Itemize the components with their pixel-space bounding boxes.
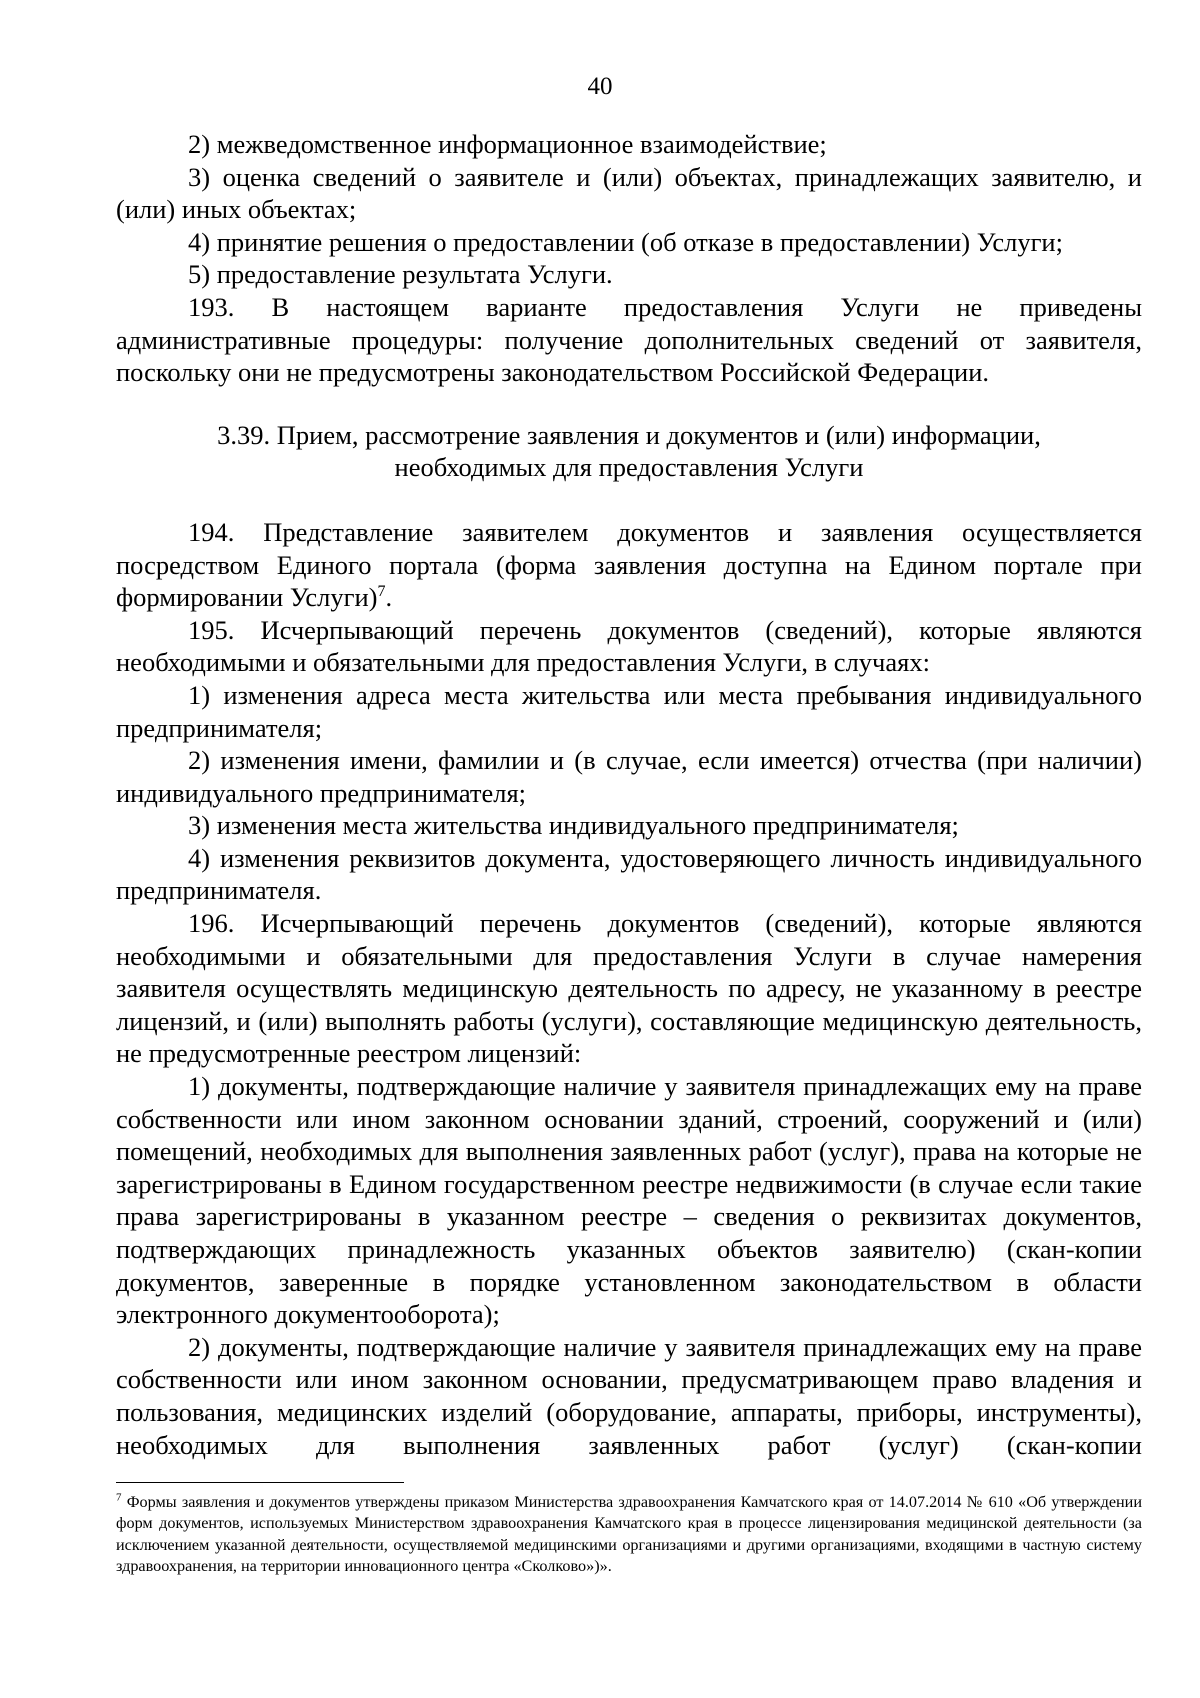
list-item-id-document-change: 4) изменения реквизитов документа, удостоверяющего личность индивидуального предпринимателя. <box>116 842 1142 906</box>
list-item-result: 5) предоставление результата Услуги. <box>188 259 613 290</box>
paragraph-194 <box>116 516 1142 614</box>
footnote-marker: 7 <box>116 1491 122 1504</box>
list-item-address-change: 1) изменения адреса места жительства или места пребывания индивидуального предпринимателя; <box>116 679 1142 743</box>
list-item-interagency: 2) межведомственное информационное взаимодействие; <box>188 129 827 159</box>
footnote-divider <box>116 1482 404 1483</box>
paragraph-196: 196. Исчерпывающий перечень документов (сведений), которые являются необходимыми и обязательными для предоставления Услуги в случае намерения заявителя осуществлять медицинскую деятельность по адресу, не указанному в реестре лицензий, и (или) выполнять работы (услуги), составляющие медицинскую деятельность, не предусмотренные реестром лицензий: <box>116 908 1142 1069</box>
list-item-residence-change: 3) изменения места жительства индивидуального предпринимателя; <box>188 810 959 841</box>
list-item-equipment-documents: 2) документы, подтверждающие наличие у заявителя принадлежащих ему на праве собственности или ином законном основании, предусматривающем право владения и пользования, медицинских изделий (оборудование, аппараты, приборы, инструменты), необходимых для выполнения заявленных работ (услуг) (скан-копии <box>116 1331 1142 1460</box>
section-heading-line1: 3.39. Прием, рассмотрение заявления и документов и (или) информации, <box>217 419 1041 450</box>
list-item-name-change: 2) изменения имени, фамилии и (в случае, если имеется) отчества (при наличии) индивидуального предпринимателя; <box>116 745 1142 808</box>
section-heading <box>116 419 1142 484</box>
footnote <box>116 1492 1142 1577</box>
document-body <box>116 128 1142 1461</box>
footnote-text: Формы заявления и документов утверждены приказом Министерства здравоохранения Камчатского края от 14.07.2014 № 610 «Об утверждении форм документов, используемых Министерством здравоохранения Камчатского края в процессе лицензирования медицинской деятельности (за исключением указанной деятельности, осуществляемой медицинскими организациями и другими организациями, входящими в частную систему здравоохранения, на территории инновационного центра «Сколково»)». <box>116 1493 1142 1575</box>
paragraph-195: 195. Исчерпывающий перечень документов (сведений), которые являются необходимыми и обязательными для предоставления Услуги, в случаях: <box>116 614 1142 678</box>
list-item-decision: 4) принятие решения о предоставлении (об отказе в предоставлении) Услуги; <box>188 226 1063 257</box>
page-number: 40 <box>587 73 613 100</box>
section-heading-line2: необходимых для предоставления Услуги <box>394 452 864 483</box>
list-item-assessment: 3) оценка сведений о заявителе и (или) объектах, принадлежащих заявителю, и (или) иных объектах; <box>116 161 1142 225</box>
paragraph-193: 193. В настоящем варианте предоставления Услуги не приведены административные процедуры: получение дополнительных сведений от заявителя, поскольку они не предусмотрены законодательством Российской Федерации. <box>116 291 1142 388</box>
paragraph-194-tail: . <box>385 582 393 613</box>
list-item-premises-documents: 1) документы, подтверждающие наличие у заявителя принадлежащих ему на праве собственности или ином законном основании зданий, строений, сооружений и (или) помещений, необходимых для выполнения заявленных работ (услуг), права на которые не зарегистрированы в Едином государственном реестре недвижимости (в случае если такие права зарегистрированы в указанном реестре – сведения о реквизитах документов, подтверждающих принадлежность указанных объектов заявителю) (скан-копии документов, заверенные в порядке установленном законодательством в области электронного документооборота); <box>116 1071 1142 1330</box>
footnote-reference[interactable]: 7 <box>377 583 386 601</box>
paragraph-194-text: 194. Представление заявителем документов и заявления осуществляется посредством Единого портала (форма заявления доступна на Едином портале при формировании Услуги) <box>116 516 1142 613</box>
